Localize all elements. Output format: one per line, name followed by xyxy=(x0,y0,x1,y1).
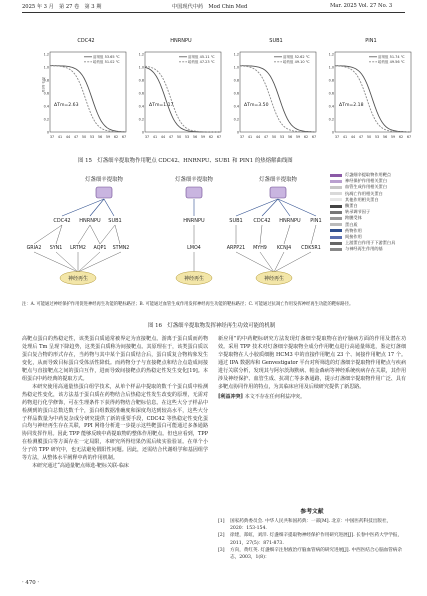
y-tick-label: 1.2 xyxy=(328,52,334,57)
y-tick-label: 1.0 xyxy=(43,65,49,70)
plot-frame xyxy=(50,52,126,132)
melting-curve-panel xyxy=(232,38,320,146)
y-tick-label: 0.8 xyxy=(328,78,334,83)
legend-swatch xyxy=(330,248,342,251)
plot-frame xyxy=(335,52,411,132)
paragraph: 本研究使用高通量热蛋白组学技术，从单个样品中提取的数千个蛋白质中检测热稳定性变化，该方法基于蛋白质在药物结合后热稳定性发生改变的原理，无需对药物进行化学修饰，可在生理条件下获得药物结合靶标信息。在这些大分子样品中检测到的蛋白总数达数千个，蛋白组数据准确度和深度均达到较高水平，这些大分子样品数量为中药复杂成分研究提供了新的重要手段，CDC42 等热稳定性变化蛋白均与神经再生存在关联，PPI 网络分析进一步提示这些靶蛋白可能通过多条通路协同发挥作用。因此 TPP 能够反映中药提取物的整体作用靶点。但也应看到，TPP 在检测膜蛋白等方面存在一定局限，本研究所得结果仍需后续实验验证。在单个小分子的 TPP 研究中，也无法避免假阳性问题。因此，还需结合代谢组学和基因组学等方法，从整体水平阐释中药的作用机制。 xyxy=(22,383,208,462)
edge xyxy=(104,199,114,216)
x-tick-label: 53 xyxy=(184,135,190,139)
y-tick-label: 1.2 xyxy=(43,52,49,57)
neuroregeneration-label: 神经再生 xyxy=(263,276,285,282)
delta-tm-label: ΔTm=1.17 xyxy=(149,103,174,108)
reference-number: [1] xyxy=(218,519,225,524)
header-rule xyxy=(22,12,405,13)
x-tick-label: 47 xyxy=(168,135,174,139)
x-tick-label: 47 xyxy=(73,135,79,139)
reference-item xyxy=(218,518,406,532)
x-tick-label: 59 xyxy=(105,135,111,139)
page-number: · 470 · xyxy=(22,580,40,586)
x-tick-label: 59 xyxy=(200,135,206,139)
references-list xyxy=(218,518,406,561)
legend-label: 上游蛋白作用于下游蛋白具 xyxy=(345,240,396,246)
plot-frame xyxy=(145,52,221,132)
x-tick-label: 53 xyxy=(374,135,380,139)
x-tick-label: 59 xyxy=(390,135,396,139)
y-tick-label: 0.8 xyxy=(233,78,239,83)
y-tick-label: 1.0 xyxy=(328,65,334,70)
drug-node-b xyxy=(186,187,202,198)
y-tick-label: 1.2 xyxy=(233,52,239,57)
references-title: 参考文献 xyxy=(300,509,324,515)
legend-swatch xyxy=(330,186,342,189)
neuroregeneration-label: 神经再生 xyxy=(67,276,89,282)
x-tick-label: 67 xyxy=(311,135,317,139)
y-tick-label: 0.2 xyxy=(328,117,334,122)
delta-tm-label: ΔTm=2.18 xyxy=(339,103,364,108)
x-tick-label: 50 xyxy=(271,135,277,139)
legend-swatch xyxy=(330,229,342,232)
x-tick-label: 53 xyxy=(279,135,285,139)
edge xyxy=(62,199,104,216)
y-axis-label: 相对丰度 xyxy=(42,76,46,92)
network-c-title: 灯盏细辛提取物 xyxy=(259,177,297,183)
vehicle-curve xyxy=(240,66,316,132)
x-tick-label: 56 xyxy=(192,135,198,139)
panel-title: SUB1 xyxy=(269,38,283,44)
target-node: PIN1 xyxy=(310,218,322,224)
reference-item xyxy=(218,547,406,561)
x-tick-label: 44 xyxy=(255,135,261,139)
x-tick-label: 44 xyxy=(350,135,356,139)
target-node: CDC42 xyxy=(253,218,271,224)
target-node: HNRNPU xyxy=(279,218,301,224)
paragraph: 高靶点蛋白的热稳定性，该类蛋白质通常被界定为直接靶点。游离于蛋白质而药物处理后 Tm 呈现下降趋势，这类蛋白质称为间接靶点。其原理在于，该类蛋白质以蛋白复合物的形式存在，当药物与其中某个蛋白质结合后，蛋白质复合物构象发生变化，从而导致目标蛋白受体活性降低。而药物分子与直接靶点和结合点造成间接靶点与直接靶点之间的蛋白互作，进而导致间接靶点的热稳定性发生变化[19]。本组蛋白中药经典的提取方式。 xyxy=(22,336,208,382)
y-tick-label: 0.6 xyxy=(328,91,334,96)
treated-curve xyxy=(335,66,411,132)
x-tick-label: 41 xyxy=(152,135,158,139)
running-header-journal: 中国现代中药 Mod Chin Med xyxy=(172,4,248,10)
y-tick-label: 0.8 xyxy=(43,78,49,83)
y-tick-label: 0.4 xyxy=(43,104,49,109)
delta-tm-label: ΔTm=2.63 xyxy=(54,103,79,108)
reference-number: [3] xyxy=(218,547,225,553)
x-tick-label: 59 xyxy=(295,135,301,139)
x-tick-label: 62 xyxy=(208,135,214,139)
legend-label: 给药组 49.10 ℃ xyxy=(283,60,310,64)
conflict-text: 本文不存在任何利益冲突。 xyxy=(244,393,306,400)
x-tick-label: 62 xyxy=(398,135,404,139)
legend-swatch xyxy=(330,192,342,195)
x-tick-label: 62 xyxy=(303,135,309,139)
target-node: HNRNPU xyxy=(79,218,101,224)
x-tick-label: 56 xyxy=(287,135,293,139)
legend-swatch xyxy=(330,236,342,239)
vehicle-curve xyxy=(335,66,411,132)
legend-label: 蛋白质 xyxy=(345,221,358,227)
legend-label: 血管生成作用相关蛋白 xyxy=(345,184,387,190)
figure-16-caption: 图 16 灯盏细辛提取物发挥神经再生功效可能的机制 xyxy=(148,323,276,329)
x-tick-label: 67 xyxy=(216,135,222,139)
reference-item xyxy=(218,532,406,546)
y-tick-label: 0 xyxy=(331,130,334,135)
vehicle-curve xyxy=(145,67,221,132)
legend-label: 其他作用相关蛋白 xyxy=(345,196,379,202)
legend-label: 抗凋亡作用相关蛋白 xyxy=(345,190,383,196)
legend-item xyxy=(330,246,395,252)
legend-label: 神经保护作用相关蛋白 xyxy=(345,178,387,184)
y-tick-label: 0 xyxy=(236,130,239,135)
x-tick-label: 53 xyxy=(89,135,95,139)
conflict-label: [利益冲突] xyxy=(218,393,243,400)
gene-node: STMN2 xyxy=(112,246,130,251)
y-tick-label: 0.2 xyxy=(233,117,239,122)
drug-node-a xyxy=(96,187,112,198)
melting-curve-panel xyxy=(327,38,415,146)
x-tick-label: 44 xyxy=(160,135,166,139)
legend-label: 给药组 49.56 ℃ xyxy=(378,60,405,64)
running-header-issue: Mar. 2025 Vol. 27 No. 3 xyxy=(330,3,393,9)
x-tick-label: 47 xyxy=(263,135,269,139)
left-column xyxy=(22,336,208,471)
target-node: CDC42 xyxy=(53,218,71,224)
y-tick-label: 1.0 xyxy=(138,65,144,70)
panel-title: HNRNPU xyxy=(170,38,192,44)
vehicle-curve xyxy=(50,66,126,132)
x-tick-label: 50 xyxy=(81,135,87,139)
legend-swatch xyxy=(330,211,342,214)
panel-title: PIN1 xyxy=(365,38,377,44)
x-tick-label: 41 xyxy=(247,135,253,139)
x-tick-label: 41 xyxy=(57,135,63,139)
gene-node: CDK5R1 xyxy=(301,246,321,251)
legend-label: 跨膜受体 xyxy=(345,215,362,221)
figure-15-caption: 图 15 灯盏细辛提取物作用靶点 CDC42、HNRNPU、SUB1 和 PIN1 的热熔解曲线图 xyxy=(78,158,293,164)
y-tick-label: 0.2 xyxy=(43,117,49,122)
y-tick-label: 0.8 xyxy=(138,78,144,83)
x-tick-label: 37 xyxy=(239,135,245,139)
legend-swatch xyxy=(330,205,342,208)
legend-label: 灯盏细辛提取物作用靶点 xyxy=(345,172,392,177)
y-tick-label: 0.6 xyxy=(233,91,239,96)
treated-curve xyxy=(50,66,126,132)
legend-swatch xyxy=(330,242,342,245)
gene-node: AQP1 xyxy=(93,246,107,251)
neuroregeneration-label: 神经再生 xyxy=(183,276,205,282)
x-tick-label: 47 xyxy=(358,135,364,139)
y-tick-label: 0.6 xyxy=(43,91,49,96)
y-tick-label: 0 xyxy=(46,130,49,135)
legend-label: 酶蛋白 xyxy=(345,203,358,209)
x-tick-label: 37 xyxy=(144,135,150,139)
x-tick-label: 50 xyxy=(366,135,372,139)
legend-swatch xyxy=(330,180,342,183)
melting-curve-panel xyxy=(137,38,225,146)
x-tick-label: 67 xyxy=(406,135,412,139)
x-tick-label: 44 xyxy=(65,135,71,139)
y-tick-label: 0.4 xyxy=(233,104,239,109)
x-tick-label: 41 xyxy=(342,135,348,139)
panel-title: CDC42 xyxy=(77,38,95,44)
legend-swatch xyxy=(330,223,342,226)
legend-label: 溶剂组 53.65 ℃ xyxy=(93,55,120,59)
melting-curve-panel xyxy=(42,38,130,146)
gene-node: KCNJ4 xyxy=(276,246,292,251)
legend-label: 转录调节因子 xyxy=(345,209,371,215)
legend-label: 间接作用 xyxy=(345,234,362,240)
plot-frame xyxy=(240,52,316,132)
legend-label: 溶剂组 51.74 ℃ xyxy=(378,55,405,59)
melting-curve-plot xyxy=(42,48,130,146)
paragraph: 新应用”的中药靶标研究方法发现灯盏细辛提取物在治疗脑病方面的作用及潜在功效。采用 TPP 技术对灯盏细辛提取物全成分作用靶点进行高通量筛选，鉴定灯盏细辛提取物在人小胶质细胞 HCM3 中的直接作用靶点 23 个、间接作用靶点 17 个。通过 IPA 数据库和 Genvestigator 平台对所筛选的灯盏细辛提取物作用靶点与疾病进行关联分析，发现其与阿尔茨海默病、帕金森病等神经系统疾病存在关联，其作用涉及神经保护、血管生成、抗凋亡等多条通路，提示灯盏细辛提取物作用广泛、具有多靶点协同作用的特点，为其临床应用及后续研究提供了新思路。 xyxy=(218,336,406,390)
x-tick-label: 37 xyxy=(49,135,55,139)
reference-text: 徐建，郑虹，刘洋. 灯盏细辛提取物神经保护作用研究进展[J]. 长春中医药大学学报，2011，27(5)：871-873. xyxy=(230,533,403,546)
paragraph: 本研究通过“高通量靶点筛选-靶标关联-临床 xyxy=(32,463,129,470)
gene-node: GRIA2 xyxy=(26,246,42,251)
legend-swatch xyxy=(330,174,342,177)
gene-node: LRTM2 xyxy=(70,246,86,251)
x-tick-label: 62 xyxy=(113,135,119,139)
y-tick-label: 0 xyxy=(141,130,144,135)
y-tick-label: 0.4 xyxy=(138,104,144,109)
target-node: SUB1 xyxy=(108,218,122,224)
reference-text: 国家药典委员会. 中华人民共和国药典：一部[M]. 北京：中国医药科技出版社，2020：153-154. xyxy=(230,519,392,532)
diagram-legend xyxy=(330,172,395,253)
gene-node: LMO4 xyxy=(187,246,201,251)
reference-text: 方向，黄红英. 灯盏细辛注射液治疗脑血管病的研究进展[J]. 中西医结合心脑血管病杂志，2003，1(8)： xyxy=(230,547,403,561)
y-tick-label: 1.2 xyxy=(138,52,144,57)
legend-label: 与神经再生作用的基 xyxy=(345,246,383,252)
x-tick-label: 56 xyxy=(382,135,388,139)
figure-16-note: 注：A. 可能通过神经保护作用促进神经再生功能的靶标路径；B. 可能通过血管生成作用发挥神经再生功能的靶标路径；C. 可能通过抗凋亡作用发挥神经再生功能的靶标路径。 xyxy=(22,302,354,307)
legend-label: 给药组 51.02 ℃ xyxy=(93,60,120,64)
x-tick-label: 56 xyxy=(97,135,103,139)
target-node: HNRNPU xyxy=(183,218,205,224)
network-b-title: 灯盏细辛提取物 xyxy=(175,177,213,183)
melting-curve-plot xyxy=(232,48,320,146)
y-tick-label: 0.6 xyxy=(138,91,144,96)
network-a-title: 灯盏细辛提取物 xyxy=(85,177,123,183)
legend-swatch xyxy=(330,198,342,201)
legend-label: 药物作用 xyxy=(345,227,362,233)
x-tick-label: 37 xyxy=(334,135,340,139)
legend-label: 给药组 47.23 ℃ xyxy=(188,60,215,64)
melting-curve-plot xyxy=(137,48,225,146)
melting-curve-plot xyxy=(327,48,415,146)
y-tick-label: 0.2 xyxy=(138,117,144,122)
gene-node: ARPP21 xyxy=(226,246,246,251)
x-tick-label: 50 xyxy=(176,135,182,139)
delta-tm-label: ΔTm=3.50 xyxy=(244,103,269,108)
drug-node-c xyxy=(270,187,286,198)
treated-curve xyxy=(240,66,316,132)
y-tick-label: 1.0 xyxy=(233,65,239,70)
right-column xyxy=(218,336,406,402)
conflict-statement xyxy=(218,394,406,402)
running-header-left: 2025 年 3 月 第 27 卷 第 3 期 xyxy=(22,4,102,10)
gene-node: MYH9 xyxy=(253,246,267,251)
target-node: SUB1 xyxy=(229,218,243,224)
reference-number: [2] xyxy=(218,533,225,539)
legend-swatch xyxy=(330,217,342,220)
x-tick-label: 67 xyxy=(121,135,127,139)
legend-label: 溶剂组 45.11 ℃ xyxy=(188,55,215,59)
gene-node: SYN1 xyxy=(49,246,63,251)
y-tick-label: 0.4 xyxy=(328,104,334,109)
legend-label: 溶剂组 52.62 ℃ xyxy=(283,55,310,59)
